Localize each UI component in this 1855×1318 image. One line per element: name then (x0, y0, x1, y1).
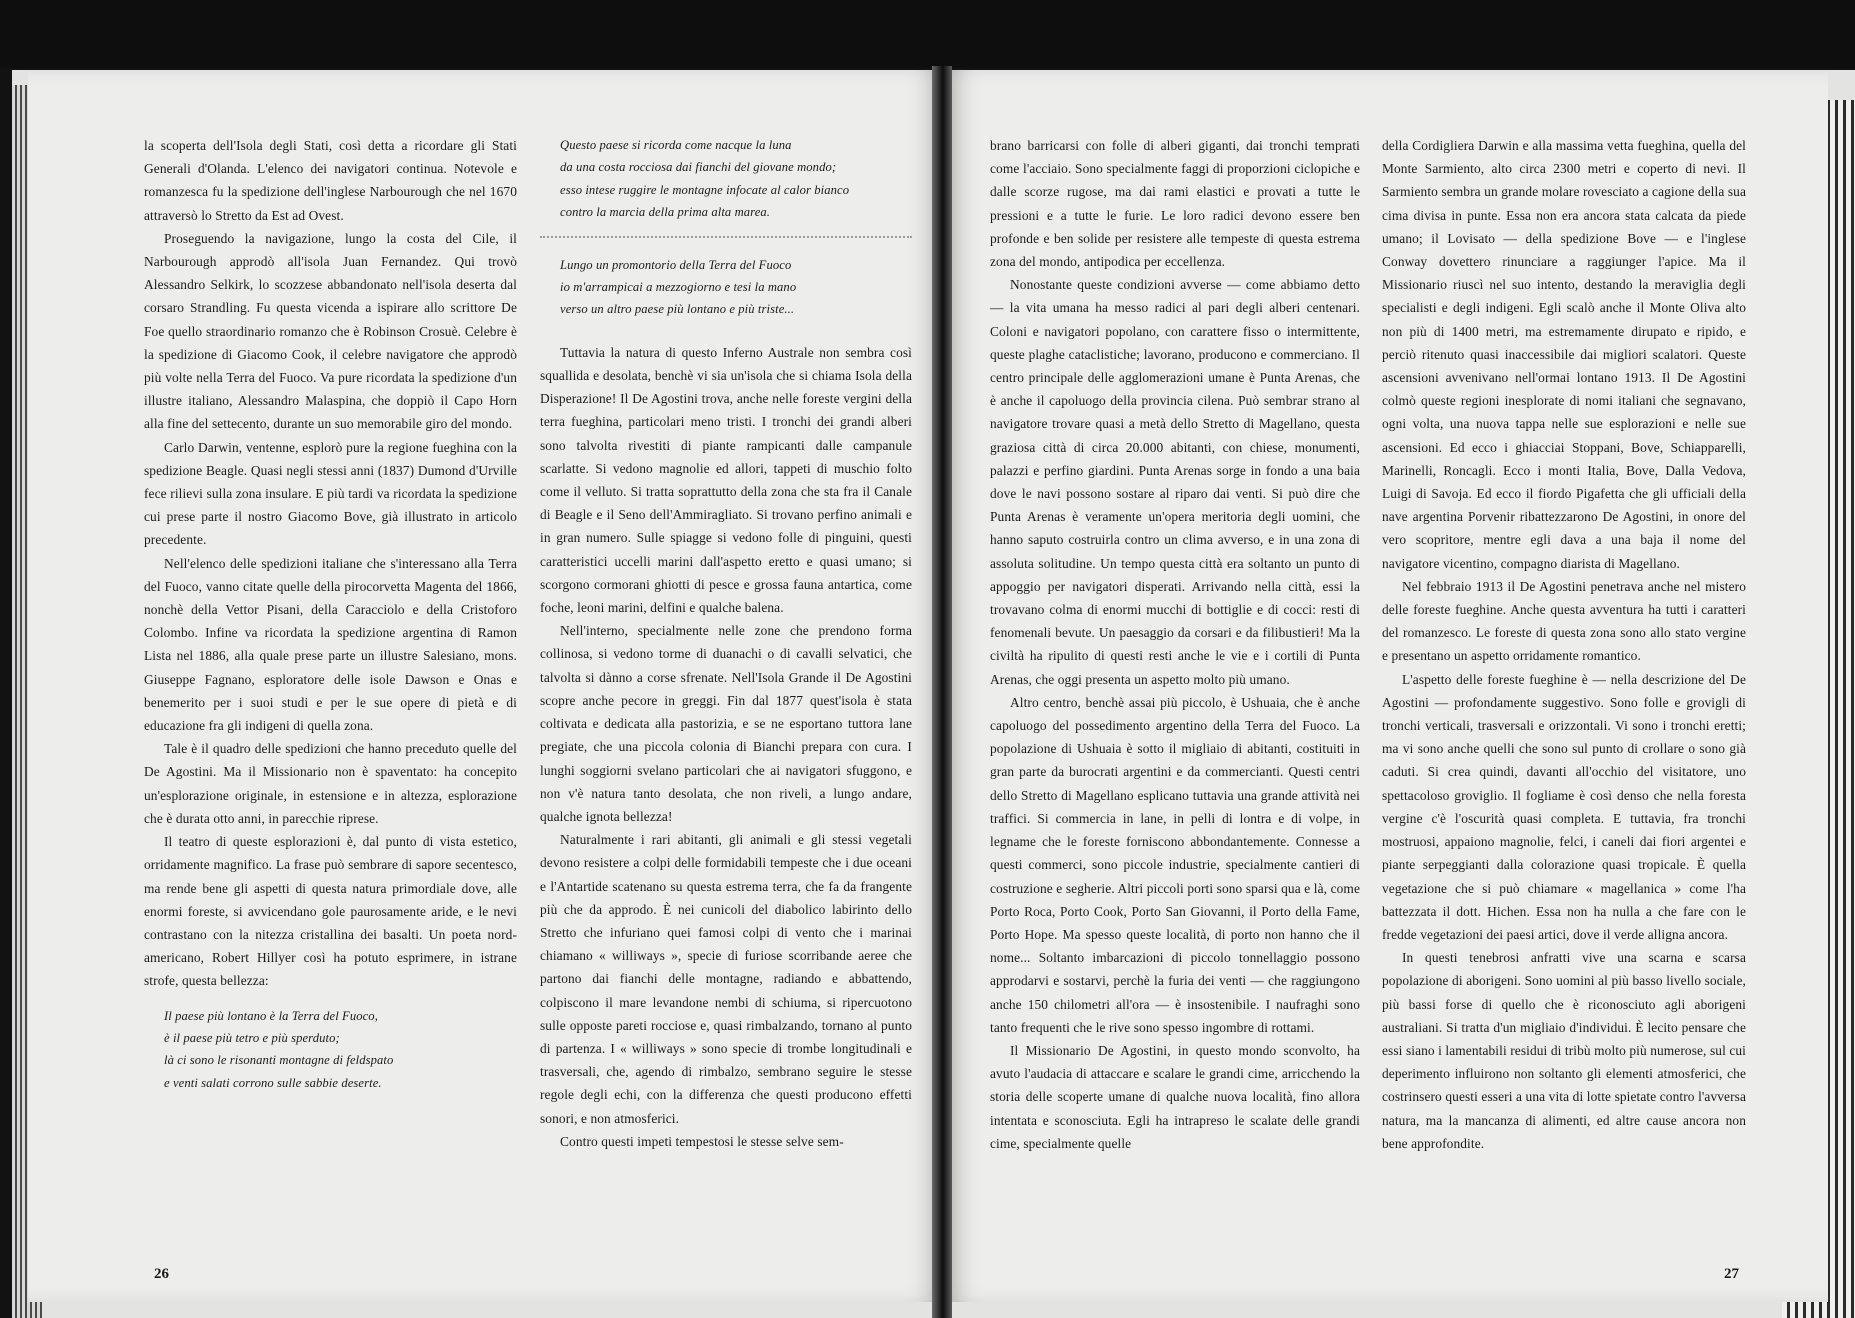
paragraph: la scoperta dell'Isola degli Stati, così detta a ricordare gli Stati Generali d'Olanda. L'elenco dei navigatori continua. Notevole e romanzesca fu la spedizione dell'inglese Narbourough che nel 1670 attraversò lo Stretto da Est ad Ovest. (144, 138, 517, 223)
paragraph: Contro questi impeti tempestosi le stesse selve sem- (560, 1133, 844, 1149)
scan-top-band (0, 0, 1855, 68)
paragraph: In questi tenebrosi anfratti vive una scarna e scarsa popolazione di aborigeni. Sono uomini al più basso livello sociale, più bassi forse di quello che è riconosciuto agli aborigeni australiani. Si tratta d'un migliaio d'individui. È lecito pensare che essi siano i lamentabili residui di tribù molto più numerose, sul cui deperimento influirono non soltanto gli elementi atmosferici, che costrinsero questi esseri a una vita di lotte spietate contro l'avversa natura, ma la mancanza di alimenti, ed altre cause ancora non bene approfondite. (1382, 950, 1746, 1151)
verse-line: Questo paese si ricorda come nacque la luna (560, 138, 792, 152)
left-page-column-2 (540, 134, 912, 1153)
left-page-column-1 (144, 134, 517, 1094)
paragraph: Tuttavia la natura di questo Inferno Australe non sembra così squallida e desolata, benchè vi sia un'isola che si chiama Isola della Disperazione! Il De Agostini trova, anche nelle foreste vergini della terra fueghina, particolari meno tristi. I tronchi dei grandi alberi sono talvolta rivestiti di piante rampicanti dalle campanule scarlatte. Si vedono magnolie ed allori, tappeti di muschio folto come il velluto. Si tratta soprattutto della zona che sta fra il Canale di Beagle e il Seno dell'Ammiragliato. Si trovano perfino animali e in gran numero. Sulle spiagge si vedono folle di pinguini, questi caratteristici uccelli marini dall'aspetto eretto e quasi umano; si scorgono cormorani ghiotti di pesce e grossa fauna antartica, come foche, leoni marini, delfini e qualche balena. (540, 344, 912, 616)
verse-line: esso intese ruggire le montagne infocate al calor bianco (560, 182, 850, 197)
left-page (28, 70, 940, 1302)
right-page-column-2 (1382, 134, 1746, 1155)
poem-stanza (144, 1005, 517, 1095)
paragraph: L'aspetto delle foreste fueghine è — nella descrizione del De Agostini — profondamente suggestivo. Sono folle e grovigli di tronchi verticali, trasversali e orizzontali. Vi sono i tronchi eretti; ma vi sono anche quelli che sono sul punto di crollare o sono già caduti. Si crea quindi, davanti all'occhio del visitatore, uno spettacoloso groviglio. Il fogliame è così denso che nella foresta vergine c'è l'oscurità quasi completa. E tuttavia, fra tronchi mostruosi, appaiono magnolie, felci, i caneli dai fiori argentei e piante serpeggianti dalla colorazione quasi tropicale. È quella vegetazione che si può chiamare « magellanica » come l'ha battezzata il dott. Hichen. Essa non ha nulla a che fare con le fredde vegetazioni dei paesi artici, dove il verde alligna ancora. (1382, 671, 1746, 942)
verse-line: io m'arrampicai a mezzogiorno e tesi la mano (560, 280, 797, 295)
right-page-column-1 (990, 134, 1360, 1155)
verse-line: Lungo un promontorio della Terra del Fuoco (560, 257, 792, 272)
page-number: 26 (154, 1266, 169, 1282)
paragraph: Naturalmente i rari abitanti, gli animali e gli stessi vegetali devono resistere a colpi delle formidabili tempeste che i due oceani e l'Antartide scatenano su questa estrema terra, che fa da frangente più che da approdo. È nei cunicoli del diabolico labirinto dello Stretto che infuriano quei famosi colpi di vento che i marinai chiamano « williways », specie di furiose scorribande aeree che partono dai fianchi delle montagne, radiando e abbattendo, colpiscono il mare levandone nembi di schiuma, si ripercuotono sulle opposte pareti rocciose e, quasi rimbalzando, tornano al punto di partenza. I « williways » sono specie di trombe longitudinali e trasversali, che, agendo di rimbalzo, sembrano seguire le stesse regole degli echi, con la differenza che questi producono effetti sonori, e non atmosferici. (540, 832, 912, 1126)
verse-line: contro la marcia della prima alta marea. (560, 205, 771, 220)
poem-stanza (540, 134, 912, 224)
paragraph: Nel febbraio 1913 il De Agostini penetrava anche nel mistero delle foreste fueghine. Anche questa avventura ha tutti i caratteri del romanzesco. Le foreste di questa zona sono allo stato vergine e presentano un aspetto orridamente romantico. (1382, 578, 1746, 664)
paragraph: Altro centro, benchè assai più piccolo, è Ushuaia, che è anche capoluogo del possedimento argentino della Terra del Fuoco. La popolazione di Ushuaia è sotto il migliaio di abitanti, costituiti in gran parte da burocrati argentini e da commercianti. Questi centri dello Stretto di Magellano esplicano tuttavia una grande attività nei traffici. Si commercia in lane, in pelli di lontra e di volpe, in legname che le foreste forniscono abbondantemente. Connesse a questi commerci, sono piccole industrie, specialmente cantieri di costruzione e segherie. Altri piccoli porti sono sparsi qua e là, come Porto Roca, Porto Cook, Porto San Giovanni, il Porto della Fame, Porto Hope. Ma spesso queste località, di porto non hanno che il nome... Soltanto imbarcazioni di piccolo tonnellaggio possono approdarvi e sostarvi, perchè la furia dei venti — che raggiungono anche 150 chilometri all'ora — è insostenibile. I naufraghi sono tanto frequenti che le rive sono spesso ingombre di rottami. (990, 694, 1360, 1035)
paragraph: Tale è il quadro delle spedizioni che hanno preceduto quelle del De Agostini. Ma il Missionario non è spaventato: ha concepito un'esplorazione originale, in estensione e in altezza, esplorazione che è durata otto anni, in parecchie riprese. (144, 741, 517, 826)
verse-line: è il paese più tetro e più sperduto; (164, 1030, 340, 1045)
right-page (948, 70, 1828, 1302)
verse-line: e venti salati corrono sulle sabbie deserte. (164, 1075, 382, 1090)
paragraph: Nell'interno, specialmente nelle zone che prendono forma collinosa, si vedono torme di duanachi o di cavalli selvatici, che talvolta si dànno a corse sfrenate. Nell'Isola Grande il De Agostini scopre anche pecore in greggi. Fin dal 1877 quest'isola è stata coltivata e dedicata alla pastorizia, e se ne esportano tuttora lane pregiate, che una piccola colonia di Bianchi prepara con cura. I lunghi soggiorni svelano particolari che ai navigatori sfuggono, e non v'è natura tanto desolata, che non riveli, a lungo andare, qualche ignota bellezza! (540, 623, 912, 824)
paragraph: Il teatro di queste esplorazioni è, dal punto di vista estetico, orridamente magnifico. La frase può sembrare di sapore secentesco, ma rende bene gli aspetti di questa natura primordiale dove, alle enormi foreste, si avvicendano gole paurosamente aride, e le nevi contrastano con la nitezza cristallina dei basalti. Un poeta nord-americano, Robert Hillyer così ha potuto esprimere, in istrane strofe, questa bellezza: (144, 834, 517, 989)
verse-line: verso un altro paese più lontano e più triste... (560, 302, 795, 317)
paragraph: della Cordigliera Darwin e alla massima vetta fueghina, quella del Monte Sarmiento, alto circa 2300 metri e coperto di nevi. Il Sarmiento sembra un grande molare rovesciato a cagione della sua cima divisa in punte. Essa non era ancora stata calcata da piede umano; il Lovisato — della spedizione Bove — e l'inglese Conway dovettero rinunciare a raggiunger l'apice. Ma il Missionario riuscì nel suo intento, destando la meraviglia degli specialisti e degli indigeni. Egli scalò anche il Monte Oliva alto non più di 1400 metri, ma estremamente dirupato e ripido, e perciò ritenuto quasi inaccessibile dai migliori scalatori. Queste ascensioni avvenivano nell'ormai lontano 1913. Il De Agostini colmò queste regioni inesplorate di nomi italiani che segnavano, ogni volta, una nuova tappa nelle sue esplorazioni e nelle sue ascensioni. Ed ecco i ghiacciai Stoppani, Bove, Schiapparelli, Marinelli, Roncagli. Ecco i monti Italia, Bove, Dalla Vedova, Luigi di Savoja. Ed ecco il fiordo Pigafetta che gli ufficiali della nave argentina Porvenir ribattezzarono De Agostini, in onore del vero scopritore, mentre egli dava a una baja il nome del navigatore vicentino, compagno diarista di Magellano. (1382, 138, 1746, 571)
dotted-separator (540, 236, 912, 238)
paragraph: Nonostante queste condizioni avverse — come abbiamo detto — la vita umana ha messo radici al pari degli alberi centenari. Coloni e navigatori popolano, con carattere fisso o intermittente, queste plaghe cataclistiche; lavorano, producono e commerciano. Il centro principale delle agglomerazioni umane è Punta Arenas, che è anche il capoluogo della provincia cilena. Può sembrar strano al navigatore trovare quasi a metà dello Stretto di Magellano, questa graziosa città di circa 20.000 abitanti, con chiese, monumenti, palazzi e perfino giardini. Punta Arenas sorge in fondo a una baia dove le navi possono sostare al riparo dai venti. Si può dire che Punta Arenas è veramente un'opera meritoria degli uomini, che hanno saputo costruirla contro un clima avverso, e in una zona di assoluta solitudine. Un tempo questa città era soltanto un punto di appoggio per navigatori disperati. Arrivando nella città, essi la trovavano colma di enormi mucchi di bottiglie e di cocci: resti di fenomenali bevute. Un paesaggio da corsari e da filibustieri! Ma la civiltà ha ripulito di questi resti anche le vie e i cortili di Punta Arenas, che oggi presenta un aspetto molto più umano. (990, 277, 1360, 687)
verse-line: là ci sono le risonanti montagne di feldspato (164, 1053, 394, 1068)
verse-line: Il paese più lontano è la Terra del Fuoco, (164, 1008, 378, 1023)
paragraph: Il Missionario De Agostini, in questo mondo sconvolto, ha avuto l'audacia di attaccare e scalare le grandi cime, arricchendo la storia delle scoperte umane di qualche nuova località, fino allora intentata e sconosciuta. Egli ha intrapreso le scalate delle grandi cime, specialmente quelle (990, 1042, 1360, 1151)
paragraph: Carlo Darwin, ventenne, esplorò pure la regione fueghina con la spedizione Beagle. Quasi negli stessi anni (1837) Dumond d'Urville fece rilievi sulla zona insulare. E più tardi va ricordata la spedizione cui prese parte il nostro Giacomo Bove, già illustrato in articolo precedente. (144, 439, 517, 548)
paragraph: brano barricarsi con folle di alberi giganti, dai tronchi temprati come l'acciaio. Sono specialmente faggi di proporzioni ciclopiche e dalle scorze rugose, ma dai rami elastici e provati a tutte le pressioni e a tutte le furie. Le loro radici devono essere ben profonde e ben solide per resistere alle tempeste di questa estrema zona del mondo, antipodica per eccellenza. (990, 138, 1360, 270)
poem-stanza (540, 254, 912, 321)
paragraph: Nell'elenco delle spedizioni italiane che s'interessano alla Terra del Fuoco, vanno citate quelle della pirocorvetta Magenta del 1866, nonchè della Vettor Pisani, della Caracciolo e della Cristoforo Colombo. Infine va ricordata la spedizione argentina di Ramon Lista nel 1886, alla quale prese parte un illustre Salesiano, mons. Giuseppe Fagnano, esploratore delle isole Dawson e Onas e benemerito per i suoi studi e per le sue opere di pietà e di educazione fra gli indigeni di quella zona. (144, 555, 517, 734)
page-number: 27 (1724, 1266, 1739, 1282)
paragraph: Proseguendo la navigazione, lungo la costa del Cile, il Narbourough approdò all'isola Juan Fernandez. Qui trovò Alessandro Selkirk, lo scozzese abbandonato nell'isola deserta dal corsaro Strandling. Fu questa vicenda a ispirare allo scrittore De Foe quello straordinario romanzo che è Robinson Crosuè. Celebre è la spedizione di Giacomo Cook, il celebre navigatore che approdò più volte nella Terra del Fuoco. Va pure ricordata la spedizione d'un illustre italiano, Alessandro Malaspina, che doppiò il Capo Horn alla fine del settecento, durante un suo memorabile giro del mondo. (144, 230, 517, 432)
verse-line: da una costa rocciosa dai fianchi del giovane mondo; (560, 160, 837, 175)
book-gutter (932, 66, 952, 1318)
